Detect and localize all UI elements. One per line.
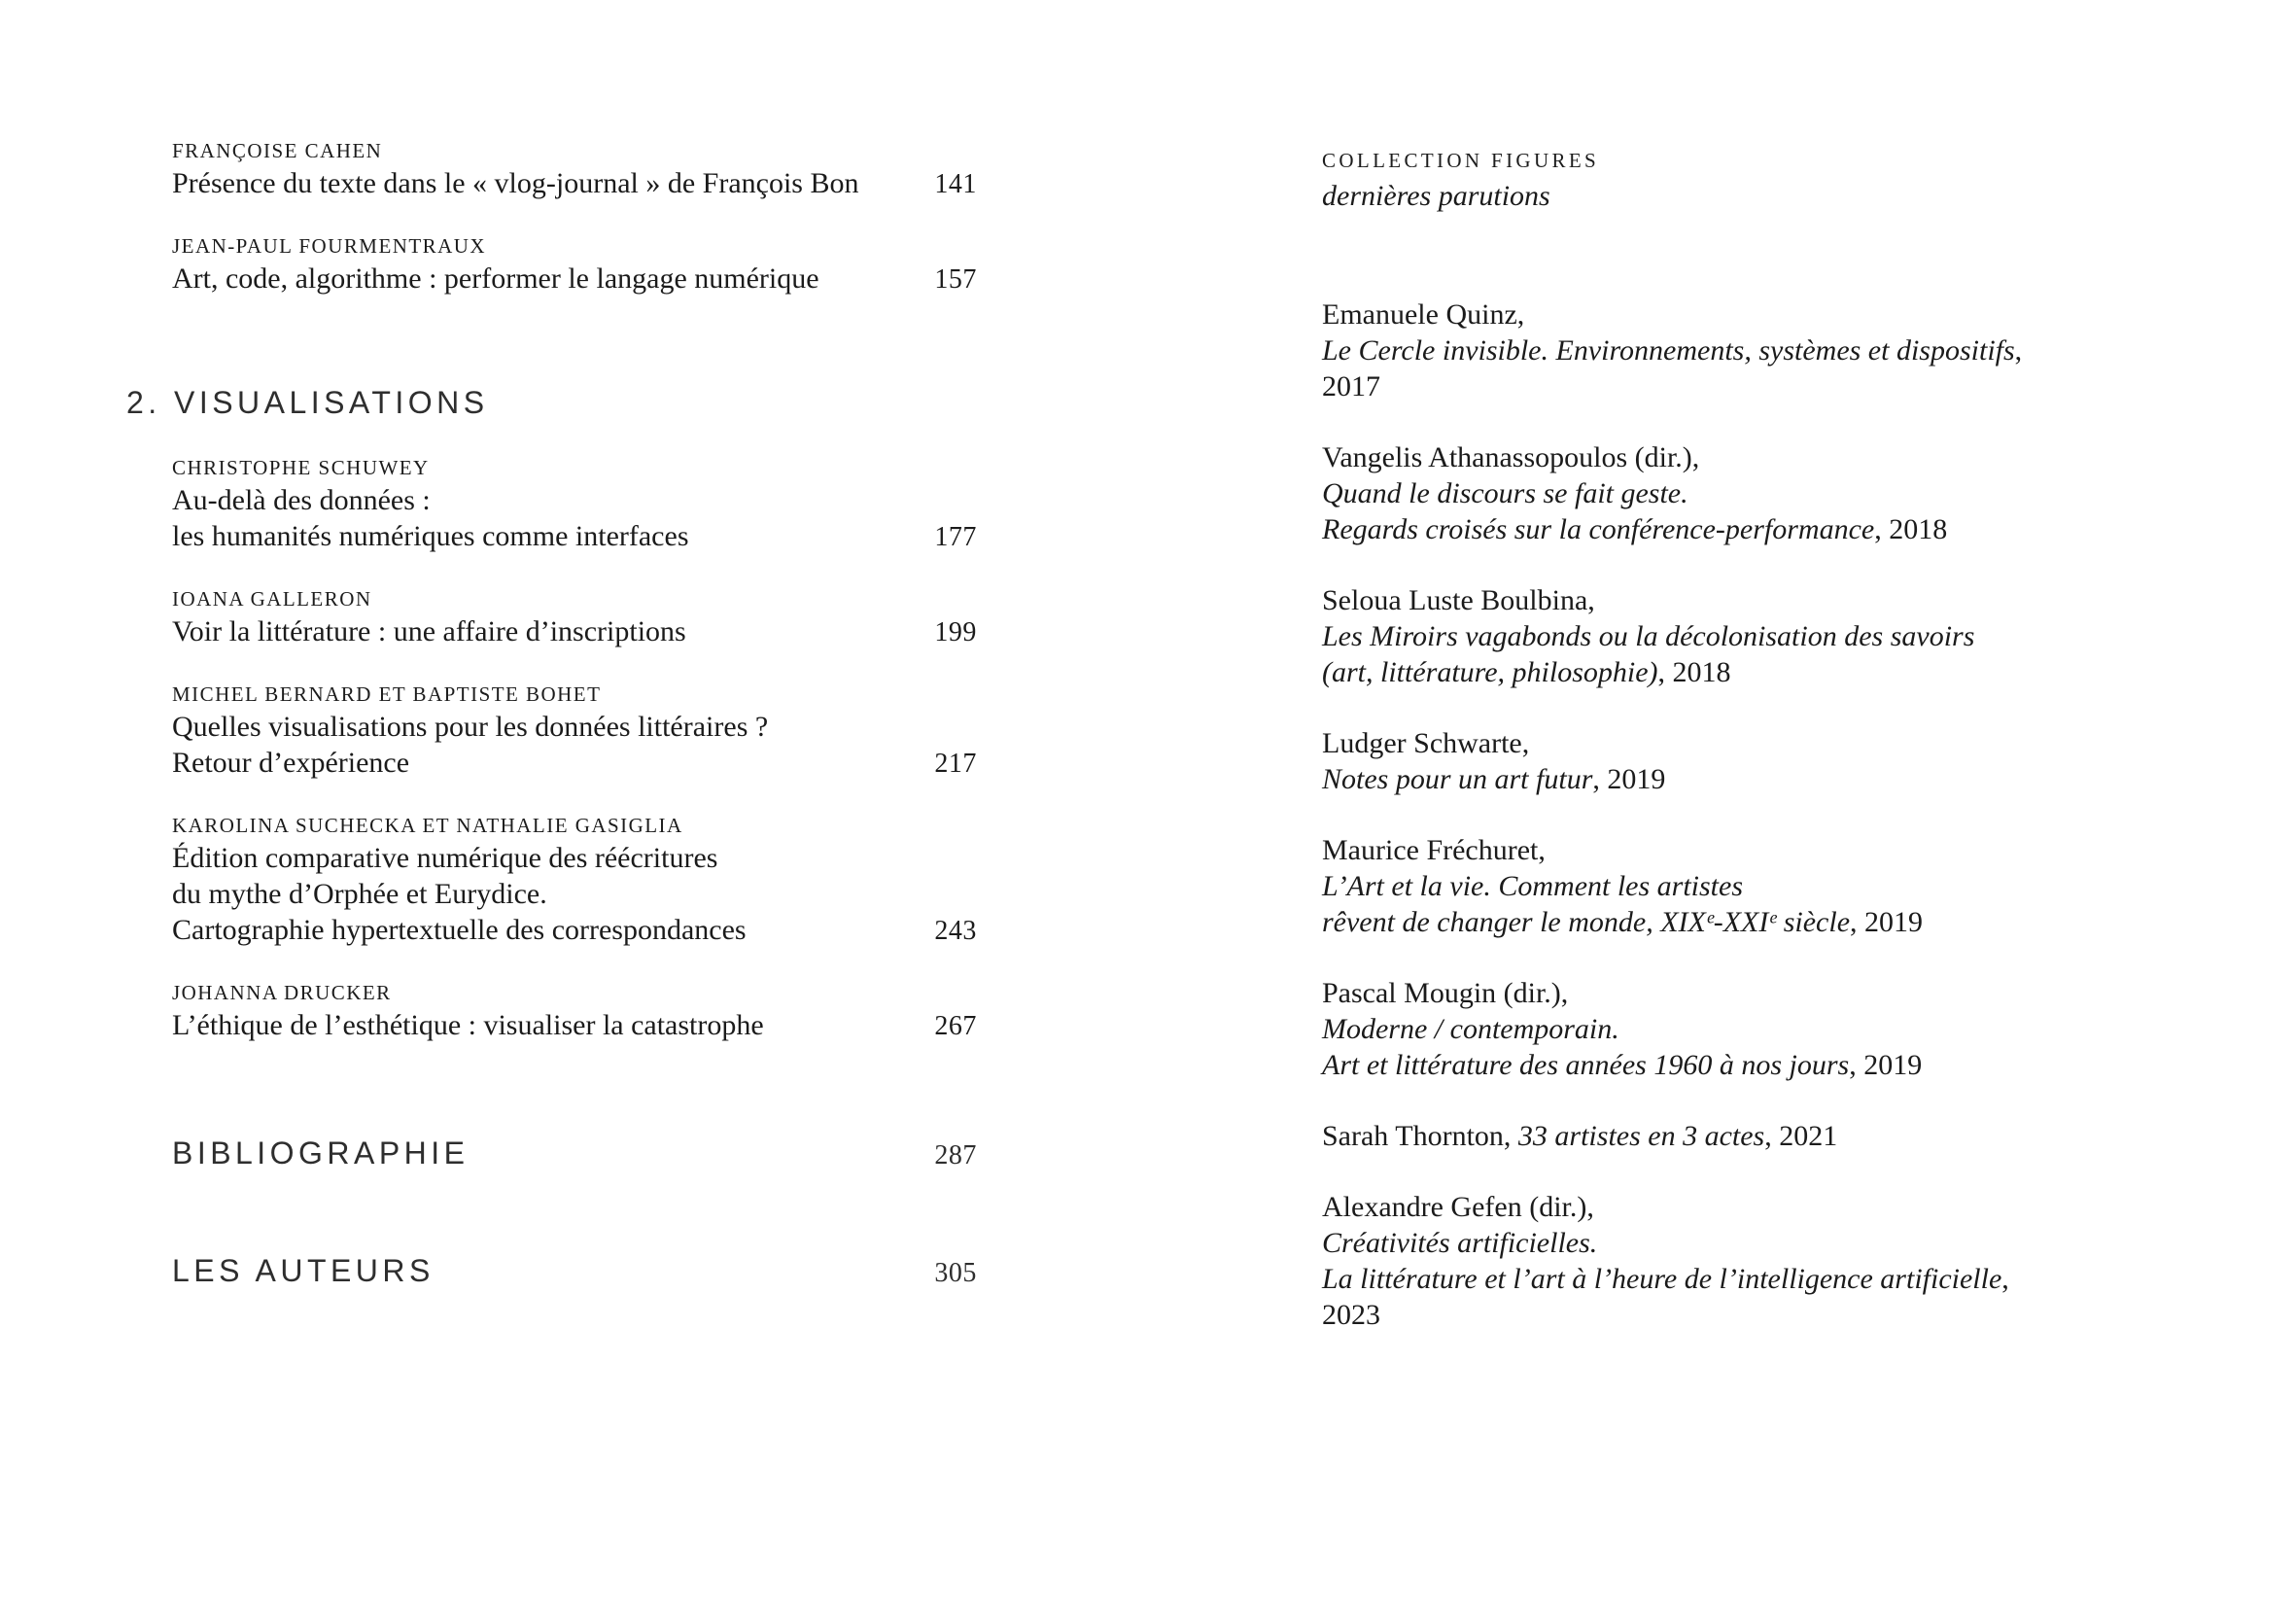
toc-entry-title: Art, code, algorithme : performer le langage numérique (172, 262, 819, 295)
publication-year: , 2017 (1322, 334, 2023, 402)
publication (1322, 297, 2041, 404)
toc-entry-line (172, 912, 977, 949)
publication-author: Sarah Thornton, (1322, 1120, 1518, 1152)
toc-entry-line (172, 165, 977, 202)
toc-entry (172, 453, 977, 555)
publication-title: Les Miroirs vagabonds ou la décolonisation des savoirs (1322, 620, 1975, 652)
toc-entry-line (172, 261, 977, 297)
publication (1322, 1189, 2041, 1333)
toc-entry-title: Édition comparative numérique des réécritures (172, 842, 718, 874)
publication (1322, 832, 2041, 940)
publication-title-line (1322, 1047, 2041, 1083)
publication-title-line (1322, 1011, 2041, 1047)
publication-author: Emanuele Quinz, (1322, 298, 1525, 331)
publication-title: Notes pour un art futur (1322, 763, 1593, 795)
toc-entry-page-number: 217 (934, 749, 977, 779)
toc-entry-line (172, 1007, 977, 1044)
toc-entry (172, 136, 977, 202)
publication (1322, 975, 2041, 1083)
toc-entry-line (172, 745, 977, 782)
toc-backmatter-les-auteurs (172, 1249, 977, 1295)
publication-title: 33 artistes en 3 actes (1517, 1120, 1765, 1152)
publication-title: Regards croisés sur la conférence-performance (1322, 513, 1875, 545)
toc-entry-line (172, 613, 977, 650)
toc-entry-title: Quelles visualisations pour les données littéraires ? (172, 711, 769, 743)
toc-entry-page-number: 177 (934, 522, 977, 552)
publication-title-line (1322, 761, 2041, 797)
publication-year: , 2023 (1322, 1263, 2009, 1331)
toc-entry-page-number: 141 (934, 169, 977, 199)
toc-entry-author: IOANA GALLERON (172, 587, 372, 611)
right-page-collection-list (1322, 148, 2041, 1333)
toc-entry-page-number: 243 (934, 916, 977, 946)
publication-author: Maurice Fréchuret, (1322, 834, 1546, 866)
toc-entry-author: KAROLINA SUCHECKA ET NATHALIE GASIGLIA (172, 814, 683, 837)
publication-title-line (1322, 618, 2041, 654)
backmatter-page-number: 305 (934, 1258, 977, 1288)
toc-entry-line (172, 518, 977, 555)
publication (1322, 439, 2041, 547)
toc-entry (172, 680, 977, 782)
toc-entry-author: JEAN-PAUL FOURMENTRAUX (172, 234, 487, 258)
publication-author: Seloua Luste Boulbina, (1322, 584, 1595, 616)
publication-title-line (1322, 868, 2041, 904)
publication-title: rêvent de changer le monde, XIXᵉ-XXIᵉ siècle (1322, 906, 1851, 938)
publication-title: Le Cercle invisible. Environnements, systèmes et dispositifs (1322, 334, 2015, 367)
toc-section-heading: 2. VISUALISATIONS (126, 385, 489, 420)
backmatter-label: BIBLIOGRAPHIE (172, 1135, 470, 1170)
toc-entry-title: Voir la littérature : une affaire d’inscriptions (172, 615, 686, 647)
toc-entry-title: Au-delà des données : (172, 484, 431, 516)
toc-backmatter-bibliographie (172, 1132, 977, 1177)
collection-label: COLLECTION FIGURES (1322, 149, 1600, 172)
publication (1322, 725, 2041, 797)
toc-entry-page-number: 199 (934, 617, 977, 647)
toc-entry-title: les humanités numériques comme interfaces (172, 520, 689, 552)
backmatter-label: LES AUTEURS (172, 1253, 435, 1288)
publication-title: Moderne / contemporain. (1322, 1013, 1619, 1045)
publication-author: Ludger Schwarte, (1322, 727, 1530, 759)
publication (1322, 1118, 2041, 1154)
publication-title: Quand le discours se fait geste. (1322, 477, 1688, 509)
toc-entry (172, 231, 977, 297)
publication-author: Alexandre Gefen (dir.), (1322, 1191, 1594, 1223)
publication-year: , 2019 (1850, 906, 1924, 938)
publication-year: , 2019 (1592, 763, 1666, 795)
toc-entry-author: JOHANNA DRUCKER (172, 981, 392, 1004)
publication-title: (art, littérature, philosophie) (1322, 656, 1658, 688)
publication-title-line (1322, 511, 2041, 547)
publication-title: L’Art et la vie. Comment les artistes (1322, 870, 1744, 902)
publication-title: Art et littérature des années 1960 à nos jours (1322, 1049, 1850, 1081)
publication-title: La littérature et l’art à l’heure de l’intelligence artificielle (1322, 1263, 2002, 1295)
publication (1322, 582, 2041, 690)
publication-title-line (1322, 654, 2041, 690)
publication-title: Créativités artificielles. (1322, 1227, 1598, 1259)
toc-entry-title: du mythe d’Orphée et Eurydice. (172, 878, 547, 910)
toc-entry-author: CHRISTOPHE SCHUWEY (172, 456, 430, 479)
publication-author: Pascal Mougin (dir.), (1322, 977, 1569, 1009)
backmatter-page-number: 287 (934, 1140, 977, 1170)
toc-entry-author: MICHEL BERNARD ET BAPTISTE BOHET (172, 682, 602, 706)
publication-title-line (1322, 332, 2041, 404)
toc-entry-page-number: 157 (934, 264, 977, 295)
publication-title-line (1322, 1261, 2041, 1333)
publication-year: , 2019 (1849, 1049, 1923, 1081)
toc-entry-title: L’éthique de l’esthétique : visualiser la catastrophe (172, 1009, 764, 1041)
publication-author: Vangelis Athanassopoulos (dir.), (1322, 441, 1700, 473)
toc-entry (172, 811, 977, 949)
left-page-table-of-contents (126, 136, 977, 1295)
publication-title-line (1322, 475, 2041, 511)
toc-entry (172, 978, 977, 1044)
toc-entry (172, 584, 977, 650)
toc-entry-author: FRANÇOISE CAHEN (172, 139, 383, 162)
publication-year: , 2018 (1874, 513, 1948, 545)
publication-title-line (1322, 1225, 2041, 1261)
collection-subtitle: dernières parutions (1322, 180, 1550, 212)
toc-entry-title: Cartographie hypertextuelle des correspondances (172, 914, 747, 946)
publication-year: , 2018 (1657, 656, 1731, 688)
publication-year: , 2021 (1764, 1120, 1838, 1152)
toc-entry-page-number: 267 (934, 1011, 977, 1041)
toc-entry-title: Retour d’expérience (172, 747, 410, 779)
publication-title-line (1322, 904, 2041, 940)
toc-entry-title: Présence du texte dans le « vlog-journal » de François Bon (172, 167, 859, 199)
publication-title-line (1322, 1118, 2041, 1154)
